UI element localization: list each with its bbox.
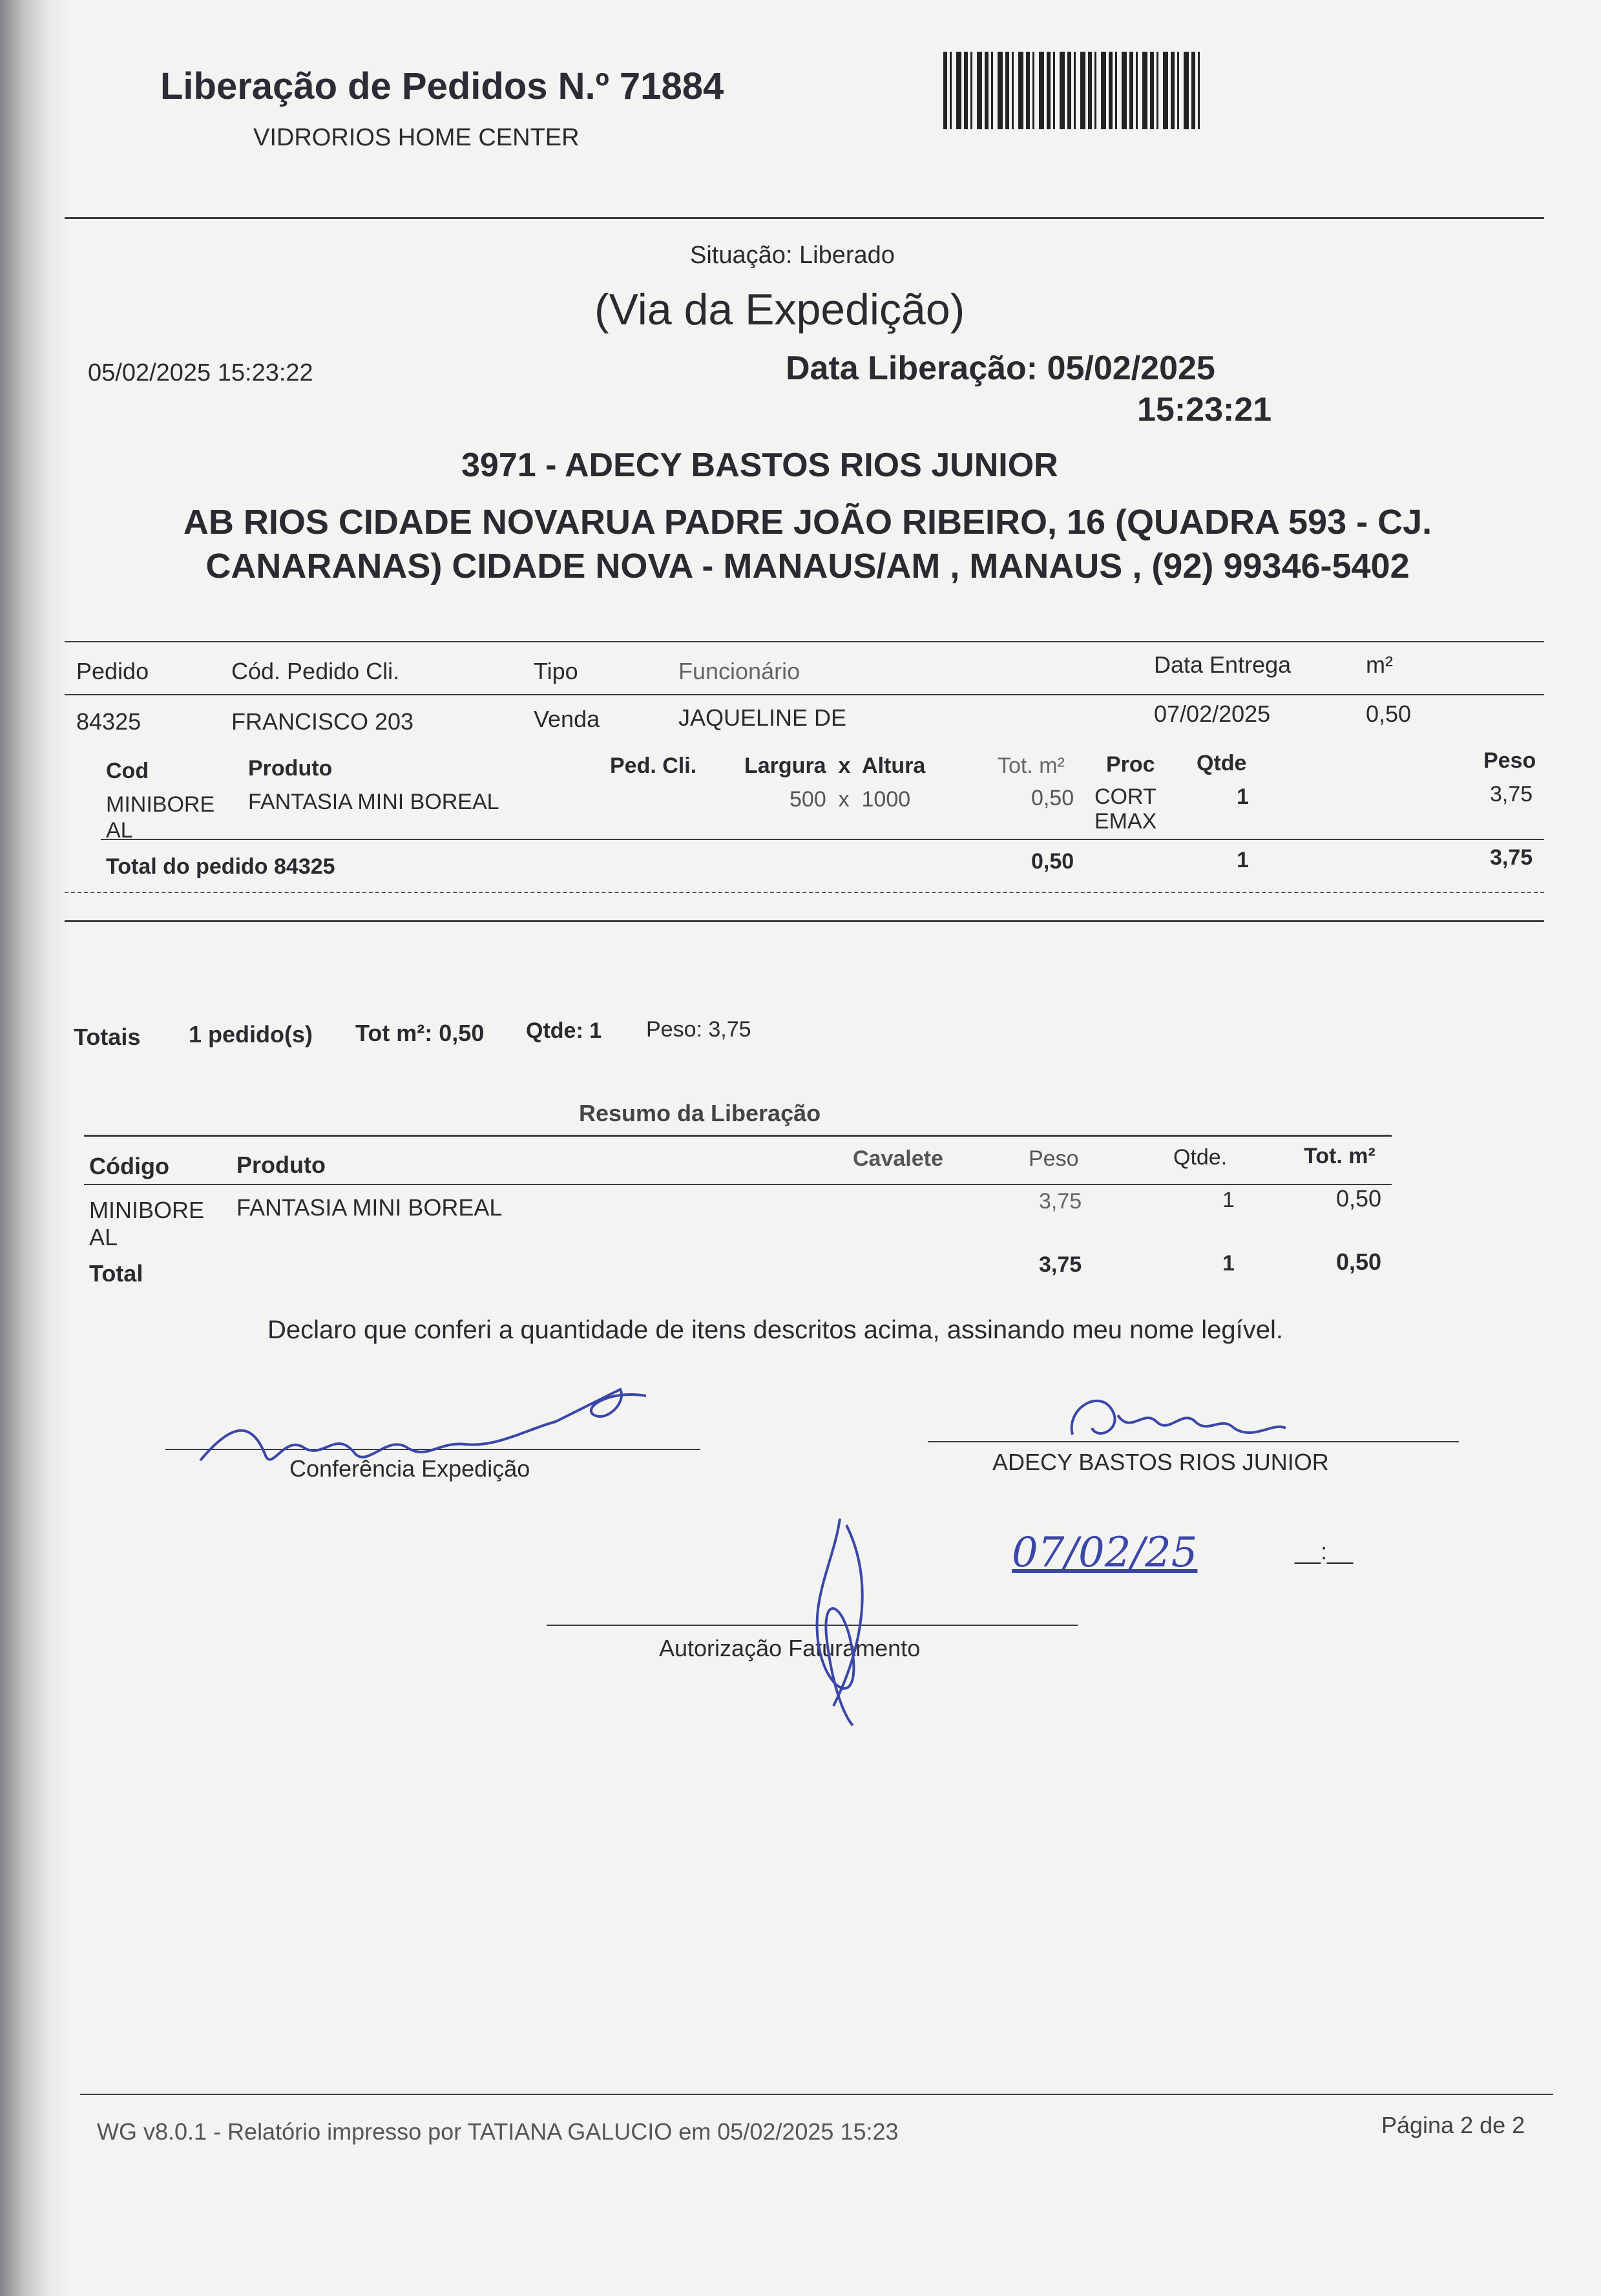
via-label: (Via da Expedição) [594, 285, 965, 334]
col-peso: Peso [1483, 748, 1536, 773]
cell-data-entrega: 07/02/2025 [1154, 700, 1271, 727]
section-rule [65, 920, 1544, 922]
col-produto: Produto [248, 756, 333, 781]
summary-col-codigo: Código [89, 1153, 169, 1179]
release-time: 15:23:21 [1137, 391, 1272, 428]
print-timestamp: 05/02/2025 15:23:22 [88, 359, 313, 386]
col-qtde: Qtde [1197, 751, 1247, 775]
release-date: Data Liberação: 05/02/2025 [786, 350, 1215, 387]
address-line-1: AB RIOS CIDADE NOVARUA PADRE JOÃO RIBEIRO, 16 (QUADRA 593 - CJ. [183, 503, 1432, 542]
signature-label-autorizacao: Autorização Faturamento [659, 1635, 921, 1661]
item-tot-m2: 0,50 [1031, 786, 1074, 810]
order-total-qtde: 1 [1237, 848, 1249, 872]
footer-printed-by: WG v8.0.1 - Relatório impresso por TATIANA GALUCIO em 05/02/2025 15:23 [97, 2118, 899, 2145]
summary-col-tot-m2: Tot. m² [1304, 1144, 1376, 1168]
item-produto: FANTASIA MINI BOREAL [248, 790, 499, 814]
signature-label-conferencia: Conferência Expedição [289, 1455, 530, 1482]
address-line-2: CANARANAS) CIDADE NOVA - MANAUS/AM , MANAUS , (92) 99346-5402 [205, 547, 1410, 585]
summary-peso: 3,75 [1039, 1189, 1082, 1214]
col-funcionario: Funcionário [678, 658, 800, 684]
declaration-text: Declaro que conferi a quantidade de itens descritos acima, assinando meu nome legível. [267, 1316, 1284, 1344]
summary-cod-line2: AL [89, 1224, 118, 1250]
totals-pedidos: 1 pedido(s) [189, 1021, 313, 1048]
handwritten-date: 07/02/25 [1012, 1529, 1198, 1577]
footer-rule [80, 2094, 1553, 2095]
item-cod-line1: MINIBORE [106, 792, 215, 817]
summary-total-tot-m2: 0,50 [1336, 1248, 1382, 1275]
handwritten-signature-autorizacao [795, 1512, 885, 1735]
signature-label-cliente: ADECY BASTOS RIOS JUNIOR [992, 1449, 1329, 1475]
item-dims: 500 x 1000 [790, 787, 911, 812]
cell-tipo: Venda [534, 706, 600, 732]
company-name: VIDRORIOS HOME CENTER [253, 124, 580, 151]
col-tipo: Tipo [534, 658, 578, 684]
order-total-peso: 3,75 [1490, 845, 1533, 870]
page-title: Liberação de Pedidos N.º 71884 [160, 65, 724, 107]
col-tot-m2: Tot. m² [998, 753, 1065, 778]
cell-pedido: 84325 [76, 708, 141, 735]
scan-edge-shadow [0, 0, 71, 2296]
summary-col-peso: Peso [1029, 1146, 1079, 1171]
col-proc: Proc [1106, 752, 1155, 777]
summary-cod-line1: MINIBORE [89, 1197, 205, 1223]
summary-col-produto: Produto [236, 1152, 326, 1178]
order-total-m2: 0,50 [1031, 849, 1074, 874]
col-data-entrega: Data Entrega [1154, 651, 1292, 678]
status-text: Situação: Liberado [690, 242, 895, 269]
customer-name: 3971 - ADECY BASTOS RIOS JUNIOR [461, 447, 1058, 484]
summary-total-label: Total [89, 1260, 143, 1287]
summary-col-cavalete: Cavalete [853, 1146, 943, 1171]
item-peso: 3,75 [1490, 782, 1533, 806]
order-total-label: Total do pedido 84325 [106, 854, 335, 879]
handwritten-signature-cliente [1060, 1383, 1292, 1457]
summary-total-peso: 3,75 [1039, 1252, 1082, 1277]
order-table-header-rule [65, 694, 1544, 695]
item-proc-line1: CORT [1094, 785, 1156, 809]
time-blank: __:__ [1295, 1538, 1354, 1564]
col-cod-pedido-cli: Cód. Pedido Cli. [231, 658, 400, 684]
summary-produto: FANTASIA MINI BOREAL [236, 1194, 503, 1221]
summary-tot-m2: 0,50 [1336, 1185, 1382, 1212]
summary-col-qtde: Qtde. [1173, 1145, 1228, 1170]
col-cod: Cod [106, 759, 149, 783]
handwritten-signature-conferencia [194, 1383, 659, 1483]
col-largura-altura: Largura x Altura [744, 753, 926, 778]
summary-title: Resumo da Liberação [579, 1100, 821, 1126]
summary-qtde: 1 [1222, 1188, 1235, 1212]
col-pedido: Pedido [76, 658, 149, 684]
dashed-rule [65, 892, 1544, 893]
footer-page-number: Página 2 de 2 [1381, 2112, 1525, 2138]
order-table-top-rule [65, 641, 1544, 642]
totals-label: Totais [74, 1024, 141, 1050]
col-m2: m² [1366, 651, 1393, 678]
totals-qtde: Qtde: 1 [526, 1018, 602, 1043]
summary-total-qtde: 1 [1222, 1251, 1235, 1276]
header-divider [65, 217, 1544, 219]
items-total-rule [101, 839, 1544, 840]
summary-header-rule [84, 1184, 1392, 1185]
cell-m2: 0,50 [1366, 700, 1412, 727]
item-proc-line2: EMAX [1094, 809, 1157, 834]
totals-peso: Peso: 3,75 [646, 1017, 751, 1042]
customer-address [78, 500, 1538, 588]
cell-funcionario: JAQUELINE DE [678, 704, 847, 731]
totals-m2: Tot m²: 0,50 [355, 1020, 485, 1046]
item-qtde: 1 [1237, 785, 1249, 809]
item-cod-line2: AL [106, 818, 133, 843]
summary-top-rule [84, 1135, 1392, 1137]
barcode [943, 52, 1202, 129]
col-ped-cli: Ped. Cli. [610, 753, 697, 778]
cell-cod-pedido-cli: FRANCISCO 203 [231, 708, 414, 735]
